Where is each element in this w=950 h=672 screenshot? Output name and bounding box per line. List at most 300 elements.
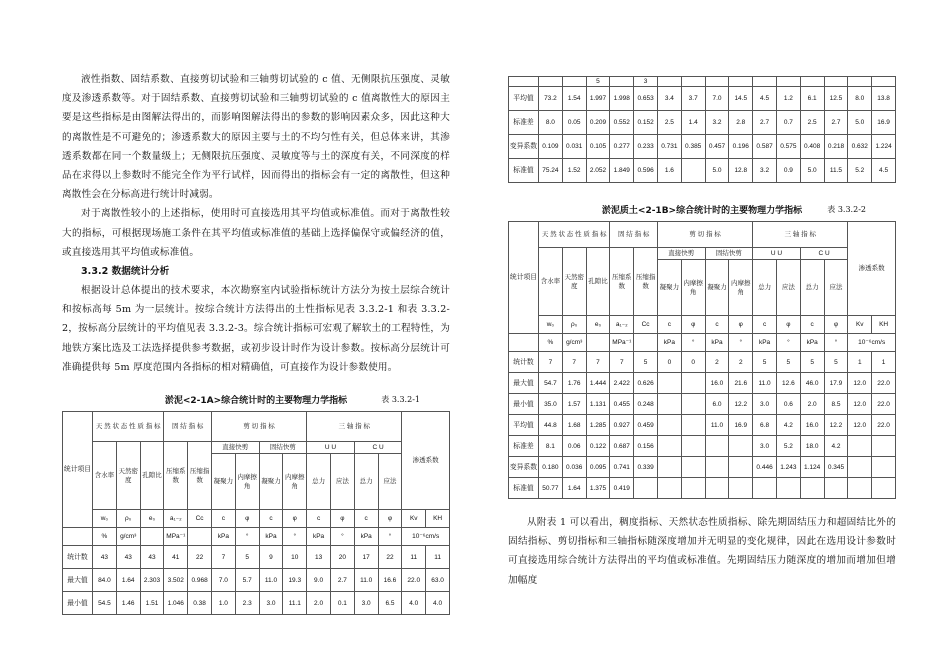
- symbol-cell: w₀: [93, 510, 117, 528]
- data-cell: 11: [402, 546, 426, 569]
- data-cell: [729, 436, 753, 457]
- table-row: [509, 436, 896, 457]
- data-cell: 5: [586, 77, 610, 87]
- table2-title: 淤泥质土<2-1B>综合统计时的主要物理力学指标: [601, 206, 803, 216]
- data-cell: 0.596: [634, 159, 658, 183]
- data-cell: [705, 457, 729, 478]
- data-cell: [539, 77, 563, 87]
- data-cell: 1.4: [681, 111, 705, 135]
- data-cell: 43: [93, 546, 117, 569]
- data-cell: [800, 77, 824, 87]
- data-cell: 7: [562, 352, 586, 373]
- data-cell: 0.233: [634, 135, 658, 159]
- table-row: [509, 87, 896, 111]
- group-direct-shear: 剪 切 指 标: [211, 412, 306, 442]
- row-label: 统计数: [63, 546, 93, 569]
- group-consolidation: 固 结 指 标: [610, 222, 658, 248]
- row-label: 最小值: [63, 592, 93, 615]
- paragraph-scatter-causes: 液性指数、固结系数、直接剪切试验和三轴剪切试验的 c 值、无侧限抗压强度、灵敏度及渗透系数等。对于固结系数、直接剪切试验和三轴剪切试验的 c 值离散性大的原因主要是这些指标是由图解法得出的，而影响图解法得出的参数的影响因素众多，因此这种大的离散性是不可避免的；渗透系数大的原因主要与土的不均匀性有关，但总体来讲，其渗透系数都在同一个数量级上；无侧限抗压强度、灵敏度等与土的深度有关，不同深度的样品在求得以上参数时不能完全作为平行试样，因而得出的指标会有一定的离散性，但这种离散性会在分标高进行统计时减弱。: [62, 74, 450, 201]
- data-cell: 7: [539, 352, 563, 373]
- col-water-content: 含水率: [93, 442, 117, 510]
- data-cell: 20: [330, 546, 354, 569]
- table-row: [63, 546, 450, 569]
- col-total-2: 总力: [800, 260, 824, 316]
- data-cell: [681, 415, 705, 436]
- row-label: 统计数: [509, 352, 539, 373]
- data-cell: 1: [872, 352, 896, 373]
- data-cell: 0.05: [562, 111, 586, 135]
- data-cell: 0.632: [848, 135, 872, 159]
- data-cell: 11.5: [824, 159, 848, 183]
- data-cell: 13: [307, 546, 331, 569]
- symbol-cell: e₀: [140, 510, 164, 528]
- data-cell: 4.2: [824, 436, 848, 457]
- data-cell: 2.0: [800, 394, 824, 415]
- col-water-content: 含水率: [539, 248, 563, 316]
- col-stress-2: 应法: [824, 260, 848, 316]
- row-header-title: 统计项目: [63, 412, 93, 528]
- data-cell: [657, 373, 681, 394]
- data-cell: 3.2: [705, 111, 729, 135]
- data-cell: 0.031: [562, 135, 586, 159]
- data-cell: 84.0: [93, 569, 117, 592]
- sub-uu: U U: [307, 442, 355, 454]
- sub-direct-quick: 直接快剪: [657, 248, 705, 260]
- data-cell: 0.9: [776, 159, 800, 183]
- row-label: 变异系数: [509, 135, 539, 159]
- data-cell: 12.2: [824, 415, 848, 436]
- symbol-cell: φ: [776, 316, 800, 334]
- data-cell: 12.0: [848, 415, 872, 436]
- row-label: 最大值: [509, 373, 539, 394]
- symbol-cell: w₀: [539, 316, 563, 334]
- data-cell: 1.6: [657, 159, 681, 183]
- symbol-cell: c: [705, 316, 729, 334]
- col-compress-index: 压缩指数: [188, 442, 212, 510]
- data-cell: [753, 77, 777, 87]
- symbol-cell: ρ₀: [116, 510, 140, 528]
- data-cell: 0.036: [562, 457, 586, 478]
- data-cell: 54.5: [93, 592, 117, 615]
- data-cell: 11.0: [753, 373, 777, 394]
- data-cell: 4.0: [402, 592, 426, 615]
- data-cell: 2.7: [330, 569, 354, 592]
- symbol-cell: φ: [729, 316, 753, 334]
- data-cell: 16.6: [378, 569, 402, 592]
- data-cell: 6.5: [378, 592, 402, 615]
- data-cell: 1.849: [610, 159, 634, 183]
- data-cell: 0.7: [776, 111, 800, 135]
- data-cell: 0.105: [586, 135, 610, 159]
- symbol-cell: ρ₀: [562, 316, 586, 334]
- data-cell: [681, 394, 705, 415]
- unit-cell: [140, 528, 164, 546]
- data-cell: [657, 478, 681, 499]
- group-natural: 天 然 状 态 性 质 指 标: [539, 222, 610, 248]
- data-cell: 1.2: [776, 87, 800, 111]
- data-cell: 0.459: [634, 415, 658, 436]
- data-cell: 0.6: [776, 394, 800, 415]
- data-cell: 1.224: [872, 135, 896, 159]
- right-column: [508, 76, 896, 590]
- data-cell: 3.7: [681, 87, 705, 111]
- col-friction-2: 内摩擦角: [729, 260, 753, 316]
- data-cell: 12.0: [848, 373, 872, 394]
- data-cell: 0.345: [824, 457, 848, 478]
- data-cell: 9: [259, 546, 283, 569]
- data-cell: 1.64: [116, 569, 140, 592]
- data-cell: 12.5: [824, 87, 848, 111]
- group-direct-shear: 剪 切 指 标: [657, 222, 752, 248]
- data-cell: 12.8: [729, 159, 753, 183]
- data-cell: 2.0: [307, 592, 331, 615]
- unit-cell: kPa: [705, 334, 729, 352]
- table-silt-2-1a: [62, 411, 450, 615]
- data-cell: 0.385: [681, 135, 705, 159]
- unit-cell: 10⁻⁶cm/s: [848, 334, 896, 352]
- data-cell: 0.653: [634, 87, 658, 111]
- symbol-cell: e₀: [586, 316, 610, 334]
- table-row: [509, 373, 896, 394]
- col-stress-1: 应法: [776, 260, 800, 316]
- row-label: 最大值: [63, 569, 93, 592]
- group-triaxial: 三 轴 指 标: [307, 412, 402, 442]
- data-cell: 5: [776, 352, 800, 373]
- unit-cell: g/cm³: [562, 334, 586, 352]
- sub-consol-quick: 固结快剪: [259, 442, 307, 454]
- data-cell: 8.0: [848, 87, 872, 111]
- symbol-cell: c: [211, 510, 235, 528]
- data-cell: 0.1: [330, 592, 354, 615]
- col-friction-1: 内摩擦角: [681, 260, 705, 316]
- table-row: [509, 478, 896, 499]
- unit-cell: [634, 334, 658, 352]
- data-cell: 1.998: [610, 87, 634, 111]
- data-cell: 1.76: [562, 373, 586, 394]
- col-cohesion-2: 凝聚力: [259, 454, 283, 510]
- col-compress-coef: 压缩系数: [610, 248, 634, 316]
- data-cell: 2.3: [235, 592, 259, 615]
- data-cell: [729, 77, 753, 87]
- table-row: [63, 569, 450, 592]
- data-cell: 50.77: [539, 478, 563, 499]
- data-cell: [776, 478, 800, 499]
- data-cell: [729, 478, 753, 499]
- data-cell: 1.64: [562, 478, 586, 499]
- data-cell: [753, 478, 777, 499]
- table-row: [509, 415, 896, 436]
- data-cell: [681, 436, 705, 457]
- data-cell: 1.68: [562, 415, 586, 436]
- section-title: 3.3.2 数据统计分析: [81, 266, 170, 278]
- data-cell: 0.575: [776, 135, 800, 159]
- sub-consol-quick: 固结快剪: [705, 248, 753, 260]
- data-cell: 16.0: [705, 373, 729, 394]
- data-cell: [872, 478, 896, 499]
- data-cell: 2.5: [800, 111, 824, 135]
- data-cell: 22.0: [402, 569, 426, 592]
- row-label: 标准差: [509, 436, 539, 457]
- data-cell: 2: [705, 352, 729, 373]
- data-cell: [848, 77, 872, 87]
- data-cell: 1.444: [586, 373, 610, 394]
- data-cell: 5: [235, 546, 259, 569]
- data-cell: 0.339: [634, 457, 658, 478]
- unit-cell: [188, 528, 212, 546]
- data-cell: 1.51: [140, 592, 164, 615]
- col-cohesion-2: 凝聚力: [705, 260, 729, 316]
- data-cell: 16.0: [800, 415, 824, 436]
- row-label: 平均值: [509, 87, 539, 111]
- unit-row: [509, 334, 896, 352]
- data-cell: 1.124: [800, 457, 824, 478]
- col-void-ratio: 孔隙比: [586, 248, 610, 316]
- symbol-cell: a₁₋₂: [164, 510, 188, 528]
- unit-cell: °: [378, 528, 402, 546]
- data-cell: 0.277: [610, 135, 634, 159]
- data-cell: 0.109: [539, 135, 563, 159]
- group-permeability: 渗透系数: [848, 222, 896, 316]
- unit-cell: g/cm³: [116, 528, 140, 546]
- symbol-cell: φ: [235, 510, 259, 528]
- data-cell: [509, 77, 539, 87]
- data-cell: [681, 159, 705, 183]
- data-cell: 7: [586, 352, 610, 373]
- unit-cell: kPa: [259, 528, 283, 546]
- unit-cell: °: [729, 334, 753, 352]
- col-cohesion-1: 凝聚力: [211, 454, 235, 510]
- data-cell: 0.248: [634, 394, 658, 415]
- data-cell: [800, 478, 824, 499]
- table1-number: 表 3.3.2-1: [381, 395, 420, 405]
- table-silty-soil-2-1b: [508, 221, 896, 499]
- data-cell: 0.156: [634, 436, 658, 457]
- data-cell: 1.52: [562, 159, 586, 183]
- data-cell: 2.5: [657, 111, 681, 135]
- row-label: 变异系数: [509, 457, 539, 478]
- data-cell: 0.968: [188, 569, 212, 592]
- unit-cell: %: [539, 334, 563, 352]
- data-cell: 12.6: [776, 373, 800, 394]
- data-cell: 16.9: [872, 111, 896, 135]
- data-cell: 16.9: [729, 415, 753, 436]
- row-label: 标准值: [509, 478, 539, 499]
- data-cell: 4.5: [872, 159, 896, 183]
- data-cell: 0.741: [610, 457, 634, 478]
- data-cell: 43: [116, 546, 140, 569]
- symbol-cell: c: [354, 510, 378, 528]
- data-cell: [634, 478, 658, 499]
- paragraph-conclusion: 从附表 1 可以看出，稠度指标、天然状态性质指标、除先期固结压力和超固结比外的固结指标、剪切指标和三轴指标随深度增加并无明显的变化规律，因此在选用设计参数时可直接选用综合统计方法得出的平均值或标准值。先期固结压力随深度的增加而增加但增加幅度: [508, 517, 896, 586]
- data-cell: 41: [164, 546, 188, 569]
- data-cell: 6.1: [800, 87, 824, 111]
- data-cell: 0.095: [586, 457, 610, 478]
- data-cell: 0.218: [824, 135, 848, 159]
- data-cell: [872, 77, 896, 87]
- unit-cell: 10⁻⁶cm/s: [402, 528, 450, 546]
- row-label: 标准差: [509, 111, 539, 135]
- data-cell: 2.422: [610, 373, 634, 394]
- col-total-2: 总力: [354, 454, 378, 510]
- unit-cell: MPa⁻¹: [610, 334, 634, 352]
- symbol-cell: a₁₋₂: [610, 316, 634, 334]
- col-total-1: 总力: [753, 260, 777, 316]
- data-cell: 35.0: [539, 394, 563, 415]
- data-cell: 6.8: [753, 415, 777, 436]
- col-compress-coef: 压缩系数: [164, 442, 188, 510]
- data-cell: 1.997: [586, 87, 610, 111]
- data-cell: 0.122: [586, 436, 610, 457]
- data-cell: [872, 457, 896, 478]
- data-cell: [848, 478, 872, 499]
- data-cell: 2.052: [586, 159, 610, 183]
- data-cell: [610, 77, 634, 87]
- data-cell: 44.8: [539, 415, 563, 436]
- data-cell: 0.927: [610, 415, 634, 436]
- data-cell: 5.7: [235, 569, 259, 592]
- row-header-title: 统计项目: [509, 222, 539, 334]
- data-cell: 3.0: [354, 592, 378, 615]
- data-cell: 3.2: [753, 159, 777, 183]
- data-cell: 2.8: [729, 111, 753, 135]
- data-cell: 0.457: [705, 135, 729, 159]
- data-cell: 19.3: [283, 569, 307, 592]
- data-cell: [657, 77, 681, 87]
- data-cell: [657, 457, 681, 478]
- data-cell: 0.626: [634, 373, 658, 394]
- sub-cu: C U: [800, 248, 848, 260]
- data-cell: 0.419: [610, 478, 634, 499]
- continued-row: [509, 77, 896, 87]
- data-cell: 6.0: [705, 394, 729, 415]
- data-cell: 0.446: [753, 457, 777, 478]
- group-natural: 天 然 状 态 性 质 指 标: [93, 412, 164, 442]
- unit-cell: kPa: [307, 528, 331, 546]
- symbol-cell: Kv: [402, 510, 426, 528]
- symbol-cell: c: [753, 316, 777, 334]
- data-cell: [681, 478, 705, 499]
- data-cell: 2.7: [753, 111, 777, 135]
- data-cell: [848, 457, 872, 478]
- unit-cell: %: [93, 528, 117, 546]
- symbol-row: [63, 510, 450, 528]
- symbol-cell: φ: [330, 510, 354, 528]
- symbol-cell: φ: [378, 510, 402, 528]
- table-row: [509, 352, 896, 373]
- data-cell: [562, 77, 586, 87]
- symbol-cell: φ: [283, 510, 307, 528]
- row-label: 标准值: [509, 159, 539, 183]
- data-cell: [824, 478, 848, 499]
- data-cell: 22: [378, 546, 402, 569]
- row-label: 最小值: [509, 394, 539, 415]
- data-cell: 7.0: [211, 569, 235, 592]
- unit-spacer: [63, 528, 93, 546]
- col-density: 天然密度: [116, 442, 140, 510]
- data-cell: 5.2: [776, 436, 800, 457]
- data-cell: 4.0: [426, 592, 450, 615]
- data-cell: 2: [729, 352, 753, 373]
- data-cell: 0.152: [634, 111, 658, 135]
- unit-cell: kPa: [657, 334, 681, 352]
- data-cell: 3.4: [657, 87, 681, 111]
- data-cell: 10: [283, 546, 307, 569]
- data-cell: 1.57: [562, 394, 586, 415]
- col-void-ratio: 孔隙比: [140, 442, 164, 510]
- data-cell: 5: [800, 352, 824, 373]
- unit-cell: °: [235, 528, 259, 546]
- data-cell: 7: [610, 352, 634, 373]
- data-cell: 1.0: [211, 592, 235, 615]
- unit-row: [63, 528, 450, 546]
- data-cell: 0.687: [610, 436, 634, 457]
- data-cell: 4.2: [776, 415, 800, 436]
- data-cell: 0.38: [188, 592, 212, 615]
- data-cell: 5: [753, 352, 777, 373]
- data-cell: 17.9: [824, 373, 848, 394]
- data-cell: 1.046: [164, 592, 188, 615]
- table2-caption: [508, 201, 896, 221]
- symbol-cell: φ: [681, 316, 705, 334]
- data-cell: [729, 457, 753, 478]
- data-cell: 17: [354, 546, 378, 569]
- unit-cell: °: [776, 334, 800, 352]
- data-cell: 0.408: [800, 135, 824, 159]
- table-row: [509, 135, 896, 159]
- data-cell: 22.0: [872, 373, 896, 394]
- data-cell: [848, 436, 872, 457]
- data-cell: 22.0: [872, 415, 896, 436]
- data-cell: 5.0: [800, 159, 824, 183]
- data-cell: 0.455: [610, 394, 634, 415]
- data-cell: [776, 77, 800, 87]
- data-cell: 0.209: [586, 111, 610, 135]
- data-cell: 8.1: [539, 436, 563, 457]
- data-cell: 1.131: [586, 394, 610, 415]
- data-cell: [681, 457, 705, 478]
- data-cell: 1.46: [116, 592, 140, 615]
- data-cell: 5: [634, 352, 658, 373]
- unit-cell: MPa⁻¹: [164, 528, 188, 546]
- symbol-row: [509, 316, 896, 334]
- col-cohesion-1: 凝聚力: [657, 260, 681, 316]
- data-cell: 0.180: [539, 457, 563, 478]
- data-cell: [657, 436, 681, 457]
- data-cell: 0.731: [657, 135, 681, 159]
- data-cell: [824, 77, 848, 87]
- data-cell: 1: [848, 352, 872, 373]
- data-cell: [657, 394, 681, 415]
- data-cell: [657, 415, 681, 436]
- data-cell: 11.0: [354, 569, 378, 592]
- data-cell: 2.303: [140, 569, 164, 592]
- col-friction-1: 内摩擦角: [235, 454, 259, 510]
- data-cell: 18.0: [800, 436, 824, 457]
- data-cell: 3.0: [259, 592, 283, 615]
- unit-cell: kPa: [800, 334, 824, 352]
- sub-direct-quick: 直接快剪: [211, 442, 259, 454]
- data-cell: 8.5: [824, 394, 848, 415]
- data-cell: 7: [211, 546, 235, 569]
- unit-cell: kPa: [354, 528, 378, 546]
- table-row: [509, 394, 896, 415]
- unit-cell: [586, 334, 610, 352]
- unit-cell: °: [824, 334, 848, 352]
- data-cell: 8.0: [539, 111, 563, 135]
- symbol-cell: Kv: [848, 316, 872, 334]
- table-row: [63, 592, 450, 615]
- data-cell: 14.5: [729, 87, 753, 111]
